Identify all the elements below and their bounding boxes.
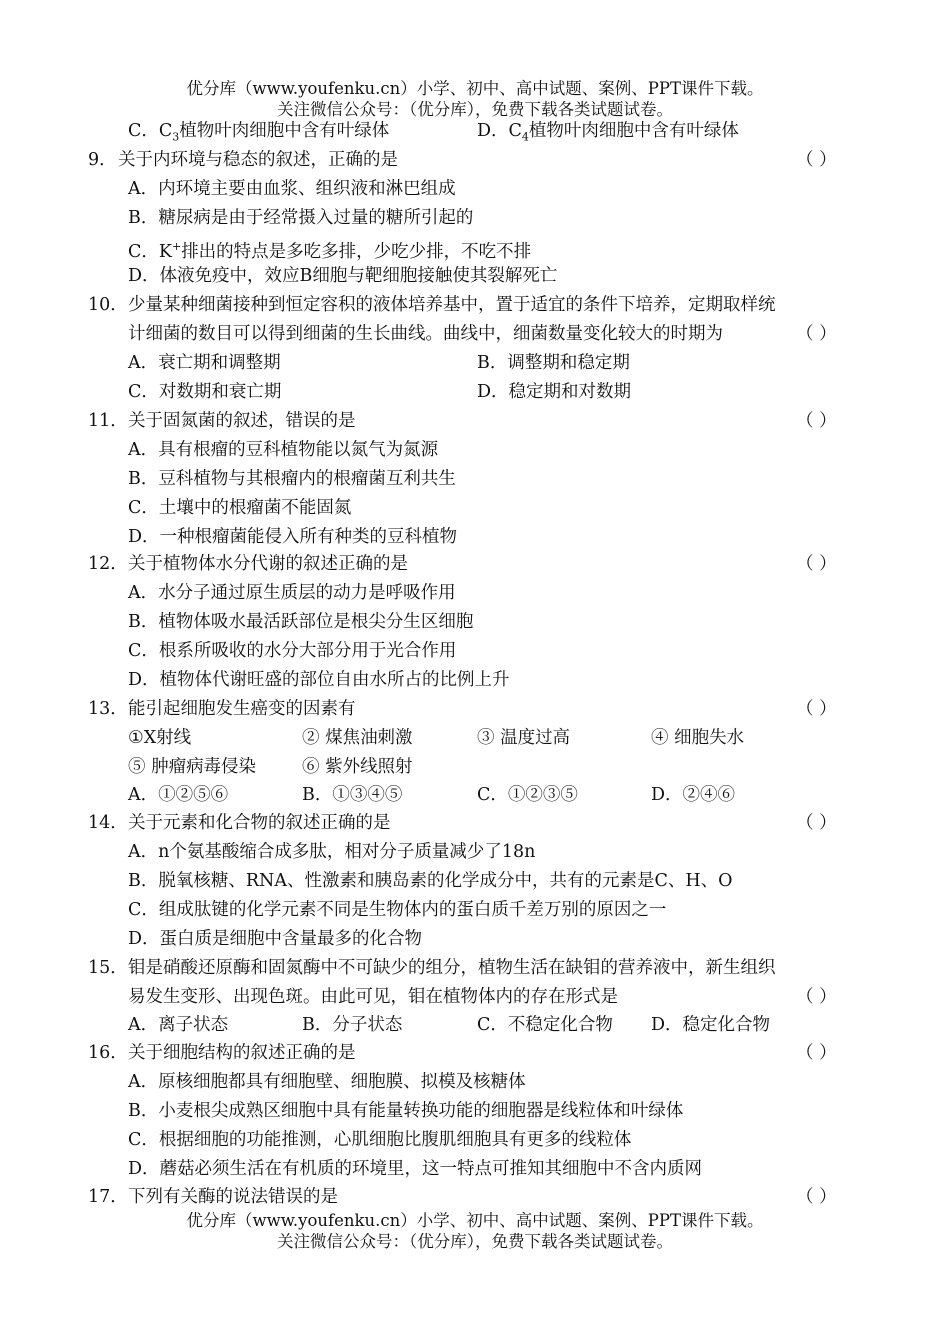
q13-option-b: B．①③④⑤: [302, 785, 403, 805]
q13-factor-6: ⑥ 紫外线照射: [302, 757, 413, 777]
answer-paren: （ ）: [796, 699, 837, 719]
answer-paren: （ ）: [796, 554, 837, 574]
q14-option-c: C．组成肽键的化学元素不同是生物体内的蛋白质千差万别的原因之一: [128, 900, 667, 920]
q15-option-a: A．离子状态: [128, 1015, 229, 1035]
q11-option-c: C．土壤中的根瘤菌不能固氮: [128, 498, 352, 518]
answer-paren: （ ）: [796, 411, 837, 431]
q15-stem: 15． 钼是硝酸还原酶和固氮酶中不可缺少的组分，植物生活在缺钼的营养液中，新生组织: [88, 958, 776, 978]
q13-factor-2: ② 煤焦油刺激: [302, 728, 413, 748]
q9-option-b: B．糖尿病是由于经常摄入过量的糖所引起的: [128, 208, 474, 228]
answer-paren: （ ）: [796, 813, 837, 833]
q16-option-b: B．小麦根尖成熟区细胞中具有能量转换功能的细胞器是线粒体和叶绿体: [128, 1101, 684, 1121]
q8-option-c: C．$C_3$植物叶肉细胞中含有叶绿体: [128, 121, 390, 144]
answer-paren: （ ）: [796, 150, 837, 170]
q17-stem: 17． 下列有关酶的说法错误的是 （ ）: [0, 1184, 950, 1210]
q10-stem-cont: 计细菌的数目可以得到细菌的生长曲线。曲线中，细菌数量变化较大的时期为 （ ）: [0, 321, 950, 347]
q13-factor-5: ⑤ 肿瘤病毒侵染: [128, 757, 257, 777]
q10-option-c: C．对数期和衰亡期: [128, 382, 282, 402]
q16-option-d: D．蘑菇必须生活在有机质的环境里，这一特点可推知其细胞中不含内质网: [128, 1159, 703, 1179]
q13-option-a: A．①②⑤⑥: [128, 785, 229, 805]
page-header-line1: 优分库（www.youfenku.cn）小学、初中、高中试题、案例、PPT课件下载。: [186, 79, 764, 98]
page-header-line2: 关注微信公众号：（优分库），免费下载各类试题试卷。: [277, 100, 673, 119]
q10-option-b: B．调整期和稳定期: [477, 353, 630, 373]
q9-option-c: C．K+排出的特点是多吃多排，少吃少排，不吃不排: [128, 240, 532, 262]
q13-stem: 13． 能引起细胞发生癌变的因素有 （ ）: [0, 696, 950, 722]
q15-option-c: C．不稳定化合物: [477, 1015, 613, 1035]
page-footer-line1: 优分库（www.youfenku.cn）小学、初中、高中试题、案例、PPT课件下载。: [186, 1211, 764, 1230]
q12-option-a: A．水分子通过原生质层的动力是呼吸作用: [128, 583, 456, 603]
q16-stem: 16． 关于细胞结构的叙述正确的是 （ ）: [0, 1040, 950, 1066]
answer-paren: （ ）: [796, 987, 837, 1007]
q9-option-d: D．体液免疫中，效应B细胞与靶细胞接触使其裂解死亡: [128, 266, 558, 286]
q13-option-c: C．①②③⑤: [477, 785, 578, 805]
answer-paren: （ ）: [796, 324, 837, 344]
q13-factor-4: ④ 细胞失水: [651, 728, 745, 748]
q8-option-d: D．$C_4$植物叶肉细胞中含有叶绿体: [477, 121, 739, 144]
q12-option-c: C．根系所吸收的水分大部分用于光合作用: [128, 641, 457, 661]
q9-stem: 9． 关于内环境与稳态的叙述，正确的是 （ ）: [0, 147, 950, 173]
q10-option-a: A．衰亡期和调整期: [128, 353, 281, 373]
q12-option-d: D．植物体代谢旺盛的部位自由水所占的比例上升: [128, 670, 510, 690]
q15-option-d: D．稳定化合物: [651, 1015, 771, 1035]
q15-stem-cont: 易发生变形、出现色斑。由此可见，钼在植物体内的存在形式是 （ ）: [0, 984, 950, 1010]
q9-option-a: A．内环境主要由血浆、组织液和淋巴组成: [128, 179, 456, 199]
answer-paren: （ ）: [796, 1187, 837, 1207]
q13-factor-1: ①X射线: [128, 728, 192, 748]
q14-option-b: B．脱氧核糖、RNA、性激素和胰岛素的化学成分中，共有的元素是C、H、O: [128, 871, 733, 891]
q10-stem: 10． 少量某种细菌接种到恒定容积的液体培养基中，置于适宜的条件下培养，定期取样统: [88, 295, 776, 315]
q11-option-b: B．豆科植物与其根瘤内的根瘤菌互利共生: [128, 469, 456, 489]
q11-stem: 11． 关于固氮菌的叙述，错误的是 （ ）: [0, 408, 950, 434]
q14-stem: 14． 关于元素和化合物的叙述正确的是 （ ）: [0, 810, 950, 836]
answer-paren: （ ）: [796, 1043, 837, 1063]
q13-option-d: D．②④⑥: [651, 785, 736, 805]
q12-stem: 12． 关于植物体水分代谢的叙述正确的是 （ ）: [0, 551, 950, 577]
q11-option-a: A．具有根瘤的豆科植物能以氮气为氮源: [128, 440, 439, 460]
page-footer-line2: 关注微信公众号：（优分库），免费下载各类试题试卷。: [277, 1232, 673, 1251]
q11-option-d: D．一种根瘤菌能侵入所有种类的豆科植物: [128, 527, 458, 547]
q16-option-c: C．根据细胞的功能推测，心肌细胞比腹肌细胞具有更多的线粒体: [128, 1130, 632, 1150]
q13-factor-3: ③ 温度过高: [477, 728, 571, 748]
q14-option-a: A．n个氨基酸缩合成多肽，相对分子质量减少了18n: [128, 842, 536, 862]
q10-option-d: D．稳定期和对数期: [477, 382, 632, 402]
q15-option-b: B．分子状态: [302, 1015, 403, 1035]
q12-option-b: B．植物体吸水最活跃部位是根尖分生区细胞: [128, 612, 474, 632]
q14-option-d: D．蛋白质是细胞中含量最多的化合物: [128, 929, 423, 949]
q16-option-a: A．原核细胞都具有细胞壁、细胞膜、拟模及核糖体: [128, 1072, 526, 1092]
